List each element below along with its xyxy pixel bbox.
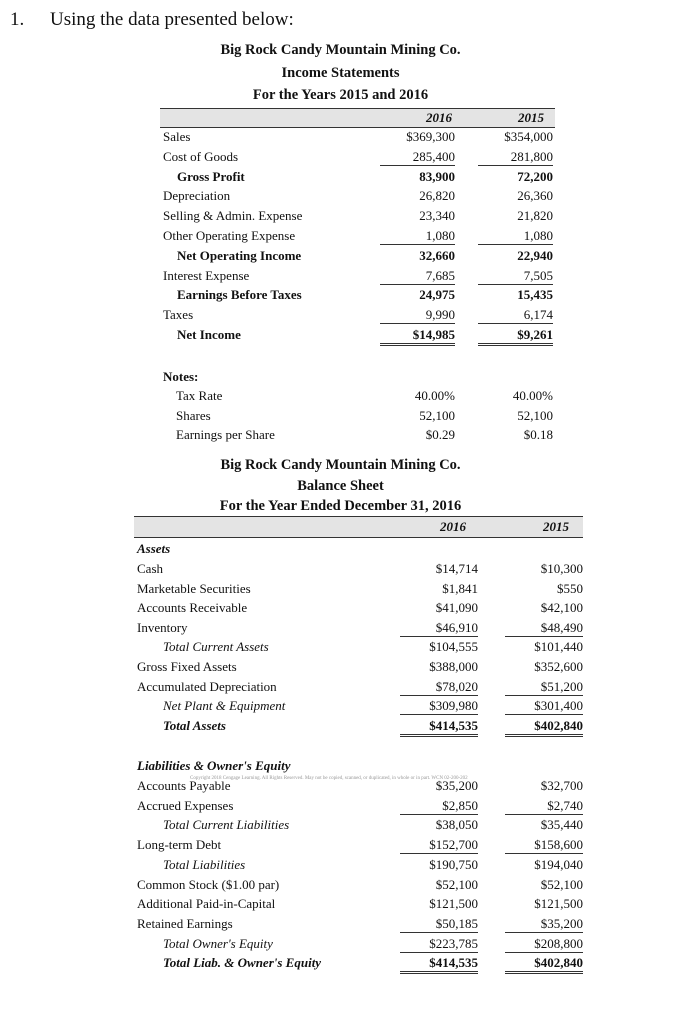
row-label: Total Current Assets — [163, 639, 269, 655]
value-2015: 21,820 — [517, 208, 553, 224]
row-label: Retained Earnings — [137, 915, 233, 931]
value-2016: $38,050 — [435, 817, 478, 833]
value-2016: 32,660 — [419, 247, 455, 263]
value-2015: $0.18 — [523, 427, 553, 442]
value-2015: 7,505 — [478, 268, 553, 285]
value-2016: $414,535 — [400, 955, 478, 974]
balance-header-rule — [134, 516, 583, 517]
value-2015: $35,440 — [540, 817, 583, 833]
row-label: Accounts Receivable — [137, 600, 248, 616]
row-label: Total Owner's Equity — [163, 935, 273, 951]
value-2016: 24,975 — [419, 287, 455, 303]
row-label: Gross Fixed Assets — [137, 659, 237, 674]
balance-company: Big Rock Candy Mountain Mining Co. — [220, 457, 461, 473]
value-2016: 23,340 — [419, 208, 455, 224]
row-label: Gross Profit — [177, 168, 245, 184]
row-label: Net Plant & Equipment — [163, 698, 286, 714]
value-2015: 281,800 — [478, 149, 553, 166]
value-2016: $369,300 — [406, 129, 455, 144]
value-2016: $46,910 — [400, 620, 478, 637]
row-label: Cost of Goods — [163, 148, 239, 164]
row-label: Cash — [137, 561, 163, 576]
row-label: Accumulated Depreciation — [137, 678, 277, 694]
income-year-2016: 2016 — [426, 110, 452, 125]
value-2016: $35,200 — [435, 778, 478, 793]
row-label: Marketable Securities — [137, 580, 251, 596]
row-label: Interest Expense — [163, 267, 250, 283]
value-2016: $414,535 — [400, 718, 478, 737]
value-2016: $14,985 — [380, 327, 455, 346]
balance-title: Balance Sheet — [297, 478, 384, 494]
value-2016: $309,980 — [400, 698, 478, 715]
income-company: Big Rock Candy Mountain Mining Co. — [220, 42, 461, 58]
row-label: Earnings Before Taxes — [177, 287, 302, 303]
value-2015: 22,940 — [517, 247, 553, 263]
balance-header-rule-bottom — [134, 537, 583, 538]
value-2015: $42,100 — [540, 600, 583, 616]
row-label: Depreciation — [163, 188, 231, 204]
value-2016: $14,714 — [435, 561, 478, 576]
row-label: Additional Paid-in-Capital — [137, 896, 276, 912]
value-2016: $121,500 — [429, 896, 478, 912]
row-label: Common Stock ($1.00 par) — [137, 876, 280, 892]
question-text: Using the data presented below: — [50, 9, 294, 30]
income-title: Income Statements — [281, 65, 400, 81]
value-2015: $51,200 — [505, 679, 583, 696]
value-2016: 285,400 — [380, 149, 455, 166]
row-label: Other Operating Expense — [163, 228, 296, 243]
value-2015: $352,600 — [534, 659, 583, 674]
value-2016: $0.29 — [425, 427, 455, 442]
value-2016: 26,820 — [419, 188, 455, 204]
copyright-watermark: Copyright 2018 Cengage Learning. All Rights Reserved. May not be copied, scanned, or duplicated, in whole or in part. WCN 02-200-202 — [190, 776, 468, 781]
row-label: Tax Rate — [176, 388, 223, 403]
value-2015: $354,000 — [504, 129, 553, 144]
value-2015: 1,080 — [478, 228, 553, 245]
value-2015: $402,840 — [505, 718, 583, 737]
value-2015: $121,500 — [534, 896, 583, 912]
liabilities-heading: Liabilities & Owner's Equity — [137, 758, 291, 773]
value-2015: $101,440 — [534, 639, 583, 655]
row-label: Shares — [176, 407, 211, 423]
value-2016: $388,000 — [429, 659, 478, 674]
row-label: Net Operating Income — [177, 247, 302, 263]
value-2016: 40.00% — [414, 388, 455, 403]
row-label: Taxes — [163, 307, 194, 323]
value-2015: $402,840 — [505, 955, 583, 974]
row-label: Total Current Liabilities — [163, 817, 290, 833]
value-2015: $301,400 — [505, 698, 583, 715]
value-2015: $208,800 — [505, 936, 583, 953]
notes-heading: Notes: — [163, 369, 199, 384]
value-2015: $2,740 — [505, 798, 583, 815]
value-2016: 7,685 — [380, 268, 455, 285]
balance-year-header — [134, 517, 583, 537]
value-2015: $10,300 — [540, 561, 583, 576]
income-year-header — [160, 109, 555, 127]
value-2015: $9,261 — [478, 327, 553, 346]
value-2016: $2,850 — [400, 798, 478, 815]
row-label: Total Assets — [163, 717, 226, 733]
value-2016: $190,750 — [429, 856, 478, 872]
value-2015: $35,200 — [505, 916, 583, 933]
value-2015: 52,100 — [517, 407, 553, 423]
row-label: Total Liab. & Owner's Equity — [163, 955, 322, 971]
value-2016: 52,100 — [419, 407, 455, 423]
row-label: Accounts Payable — [137, 778, 231, 793]
value-2016: $78,020 — [400, 679, 478, 696]
income-period: For the Years 2015 and 2016 — [252, 87, 429, 103]
row-label: Net Income — [177, 327, 241, 342]
value-2016: $152,700 — [400, 837, 478, 854]
value-2015: 15,435 — [517, 287, 553, 303]
row-label: Selling & Admin. Expense — [163, 208, 303, 224]
value-2015: $32,700 — [540, 778, 583, 793]
row-label: Total Liabilities — [163, 856, 246, 872]
row-label: Earnings per Share — [176, 427, 275, 442]
value-2015: $194,040 — [534, 856, 583, 872]
row-label: Inventory — [137, 619, 188, 635]
value-2015: $550 — [557, 580, 583, 596]
value-2015: 26,360 — [517, 188, 553, 204]
row-label: Long-term Debt — [137, 837, 222, 853]
assets-heading: Assets — [137, 541, 171, 556]
value-2015: $48,490 — [505, 620, 583, 637]
row-label: Sales — [163, 129, 191, 144]
balance-period: For the Year Ended December 31, 2016 — [219, 498, 462, 514]
value-2016: $41,090 — [435, 600, 478, 616]
value-2016: $223,785 — [400, 936, 478, 953]
value-2015: $158,600 — [505, 837, 583, 854]
value-2015: 40.00% — [512, 388, 553, 403]
balance-year-2016: 2016 — [440, 519, 466, 534]
value-2016: 1,080 — [380, 228, 455, 245]
value-2015: 6,174 — [478, 307, 553, 324]
value-2016: $52,100 — [435, 876, 478, 892]
value-2016: 9,990 — [380, 307, 455, 324]
income-year-2015: 2015 — [518, 110, 544, 125]
income-header-rule — [160, 108, 555, 109]
value-2016: $50,185 — [400, 916, 478, 933]
value-2016: $1,841 — [442, 580, 478, 596]
income-header-rule-bottom — [160, 127, 555, 128]
value-2016: $104,555 — [429, 639, 478, 655]
value-2015: $52,100 — [540, 876, 583, 892]
row-label: Accrued Expenses — [137, 797, 234, 813]
value-2016: 83,900 — [419, 168, 455, 184]
value-2015: 72,200 — [517, 168, 553, 184]
balance-year-2015: 2015 — [543, 519, 569, 534]
question-number: 1. — [10, 9, 25, 30]
